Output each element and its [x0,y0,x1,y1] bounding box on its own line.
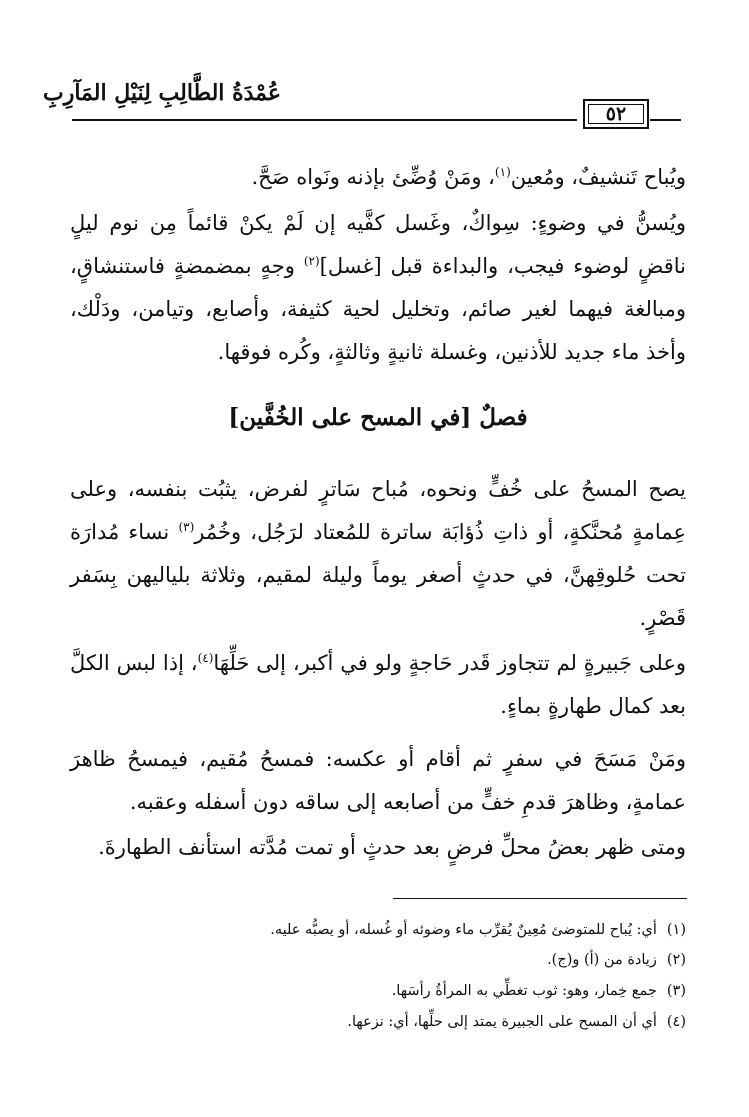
paragraph-1: ويُباح تَنشيفٌ، ومُعين$^{(١)}$، ومَنْ وُضِّئ بإذنه ونَواه صَحَّ. [251,165,686,189]
paragraph-2: ويُسنُّ في وضوءٍ: سِواكٌ، وغَسل كفَّيه إن لَمْ يكنْ قائماً مِن نوم ليلٍ ناقضٍ لوضوء فيجب، والبداءة قبل [غسل]$^{(٢)}$ وجهٍ بمضمضةٍ فاستنشاقٍ، ومبالغة فيهما لغير صائم، وتخليل لحية كثيفة، وأصابع، وتيامن، ودَلْك، وأخذ ماء جديد للأذنين، وغسلة ثانيةٍ وثالثةٍ، وكُره فوقها. [70,211,687,364]
footnote-ref-4[interactable]: (٤) [197,651,214,665]
footnote-4 [70,1012,686,1032]
paragraph-3: يصح المسحُ على خُفٍّ ونحوه، مُباح سَاترٍ لفرض، يثبُت بنفسه، وعلى عِمامةٍ مُحنَّكةٍ، أو ذاتِ ذُؤابَة ساترة للمُعتاد لرَجُل، وخُمُر$^{(٣)}$ نساء مُدارَة تحت حُلوقِهنَّ، في حدثٍ أصغر يوماً وليلة لمقيم، وثلاثة بلياليهن بِسَفر قَصْرٍ. [70,477,686,630]
footnote-number: (١) [666,922,686,938]
paragraph-4: وعلى جَبيرةٍ لم تتجاوز قَدر حَاجةٍ ولو في أكبر، إلى حَلِّهَا$^{(٤)}$، إذا لبس الكلَّ بعد كمال طهارةٍ بماءٍ. [70,651,686,718]
footnote-number: (٤) [666,1014,686,1030]
footnote-text: أي: يُباح للمتوضئ مُعِينٌ يُقرِّب ماء وضوئه أو غُسله، أو يصبُّه عليه. [270,922,657,938]
page-number-box [583,99,649,129]
footnote-text: أي أن المسح على الجبيرة يمتد إلى حلِّها، أي: نزعها. [347,1014,657,1030]
footnote-ref-3[interactable]: (٣) [178,520,195,534]
footnote-text: جمع خِمار، وهو: ثوب تغطِّي به المرأةُ رأسَها. [391,983,657,999]
footnote-text: زيادة من (أ) و(ج). [547,952,657,968]
section-heading: فصلٌ [في المسح على الخُفَّين] [228,404,528,431]
header-rule-short [650,119,681,121]
running-header-title: عُمْدَةُ الطَّالِبِ لِنَيْلِ المَآرِبِ [43,80,281,106]
footnote-separator [393,898,687,899]
footnote-ref-2[interactable]: (٢) [303,254,320,268]
page-number: ٥٢ [605,103,627,125]
paragraph-6: ومتى ظهر بعضُ محلِّ فرضٍ بعد حدثٍ أو تمت مُدَّته استأنف الطهارةَ. [98,835,686,859]
footnote-number: (٣) [666,983,686,999]
header-rule-long [72,119,577,121]
footnote-1 [70,920,686,940]
footnote-number: (٢) [666,952,686,968]
footnote-2 [70,950,686,970]
footnote-3 [70,981,686,1001]
paragraph-5: ومَنْ مَسَحَ في سفرٍ ثم أقام أو عكسه: فمسحُ مُقيم، فيمسحُ ظاهرَ عمامةٍ، وظاهرَ قدمِ خفٍّ من أصابعه إلى ساقه دون أسفله وعقبه. [70,747,686,814]
footnote-ref-1[interactable]: (١) [494,165,511,179]
